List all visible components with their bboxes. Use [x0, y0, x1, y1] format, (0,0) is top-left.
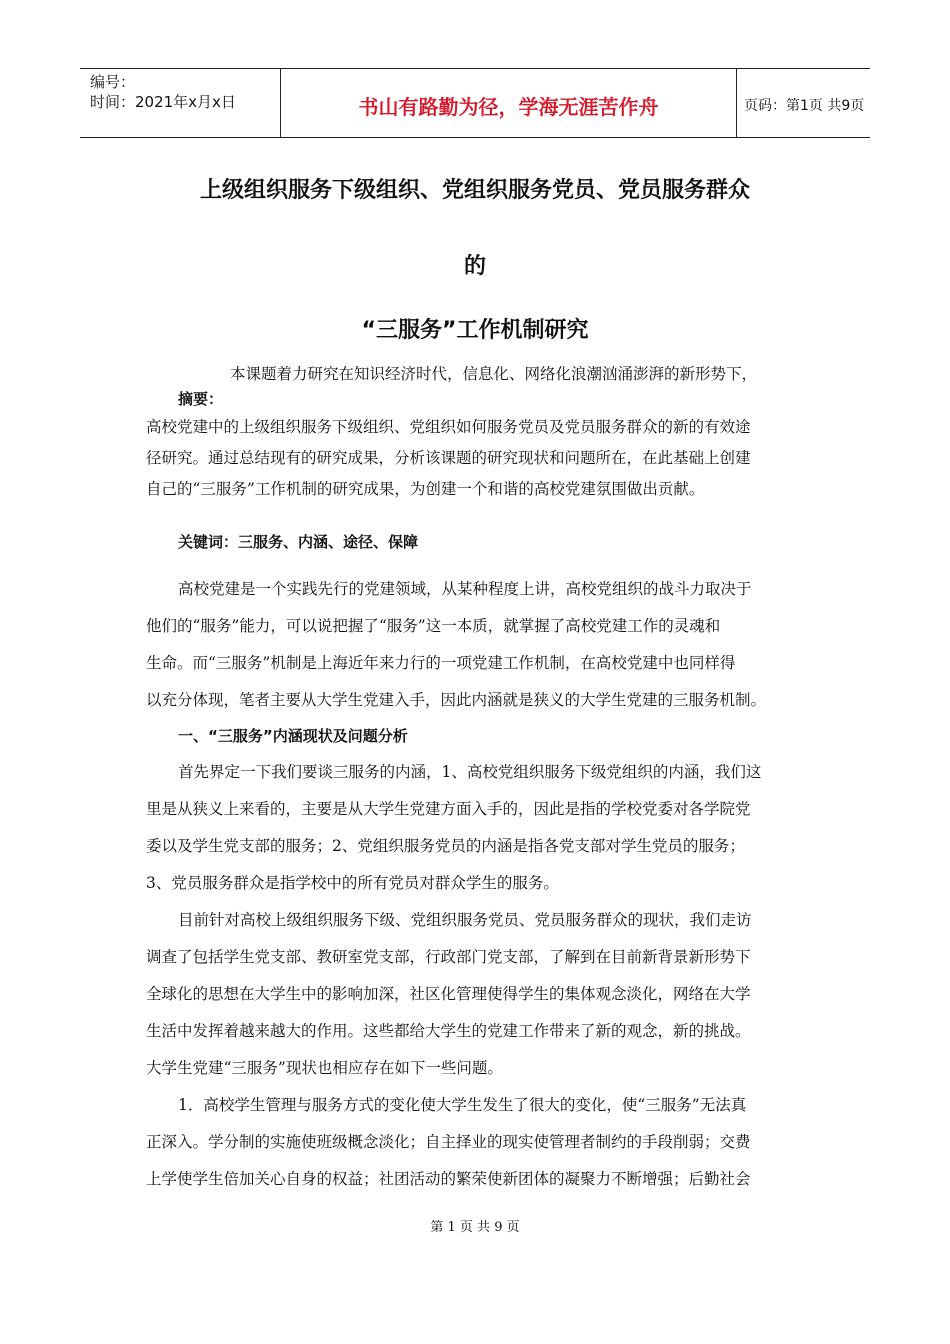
body-line: 生命。而“三服务”机制是上海近年来力行的一项党建工作机制，在高校党建中也同样得 [146, 654, 736, 672]
abstract-label: 摘要： [178, 390, 224, 408]
body-line: 全球化的思想在大学生中的影响加深，社区化管理使得学生的集体观念淡化，网络在大学 [146, 985, 751, 1003]
doc-title-line-2: 的 [463, 254, 486, 279]
header-table [80, 68, 870, 138]
body-line: 首先界定一下我们要谈三服务的内涵，1、高校党组织服务下级党组织的内涵，我们这 [178, 763, 762, 781]
header-motto-cell [280, 69, 737, 137]
body-line: 高校党建是一个实践先行的党建领域，从某种程度上讲，高校党组织的战斗力取决于 [178, 580, 752, 598]
body-line: 1．高校学生管理与服务方式的变化使大学生发生了很大的变化，使“三服务”无法真 [178, 1096, 747, 1114]
header-meta-cell [80, 69, 280, 137]
abstract-line: 高校党建中的上级组织服务下级组织、党组织如何服务党员及党员服务群众的新的有效途 [146, 418, 751, 436]
date-label: 时间：2021年x月x日 [90, 93, 236, 111]
abstract-line: 径研究。通过总结现有的研究成果，分析该课题的研究现状和问题所在，在此基础上创建 [146, 449, 751, 467]
body-line: 生活中发挥着越来越大的作用。这些都给大学生的党建工作带来了新的观念，新的挑战。 [146, 1022, 751, 1040]
body-line: 委以及学生党支部的服务；2、党组织服务党员的内涵是指各党支部对学生党员的服务； [146, 837, 745, 855]
body-line: 上学使学生倍加关心自身的权益；社团活动的繁荣使新团体的凝聚力不断增强；后勤社会 [146, 1170, 751, 1188]
abstract-line: 自己的“三服务”工作机制的研究成果，为创建一个和谐的高校党建氛围做出贡献。 [146, 480, 705, 498]
body-line: 他们的“服务”能力，可以说把握了“服务”这一本质，就掌握了高校党建工作的灵魂和 [146, 617, 721, 635]
motto: 书山有路勤为径，学海无涯苦作舟 [358, 95, 659, 119]
body-line: 正深入。学分制的实施使班级概念淡化；自主择业的现实使管理者制约的手段削弱；交费 [146, 1133, 751, 1151]
body-line: 3、党员服务群众是指学校中的所有党员对群众学生的服务。 [146, 874, 559, 892]
section-heading: 一、“三服务”内涵现状及问题分析 [178, 727, 408, 745]
header-page-cell [736, 69, 870, 137]
body-line: 目前针对高校上级组织服务下级、党组织服务党员、党员服务群众的现状，我们走访 [178, 911, 752, 929]
body-line: 大学生党建“三服务”现状也相应存在如下一些问题。 [146, 1059, 503, 1077]
body-line: 里是从狭义上来看的，主要是从大学生党建方面入手的，因此是指的学校党委对各学院党 [146, 800, 751, 818]
page-footer: 第 1 页 共 9 页 [430, 1220, 520, 1235]
body-line: 以充分体现，笔者主要从大学生党建入手，因此内涵就是狭义的大学生党建的三服务机制。 [146, 691, 767, 709]
abstract-first-line: 本课题着力研究在知识经济时代，信息化、网络化浪潮汹涌澎湃的新形势下， [230, 365, 758, 383]
serial-label: 编号： [90, 73, 136, 91]
body-line: 调查了包括学生党支部、教研室党支部，行政部门党支部，了解到在目前新背景新形势下 [146, 948, 751, 966]
page-code: 页码：第1页 共9页 [744, 98, 865, 114]
doc-title-line-1: 上级组织服务下级组织、党组织服务党员、党员服务群众 [199, 178, 750, 203]
doc-title-line-3: “三服务”工作机制研究 [361, 318, 589, 343]
keywords: 关键词：三服务、内涵、途径、保障 [178, 533, 419, 551]
